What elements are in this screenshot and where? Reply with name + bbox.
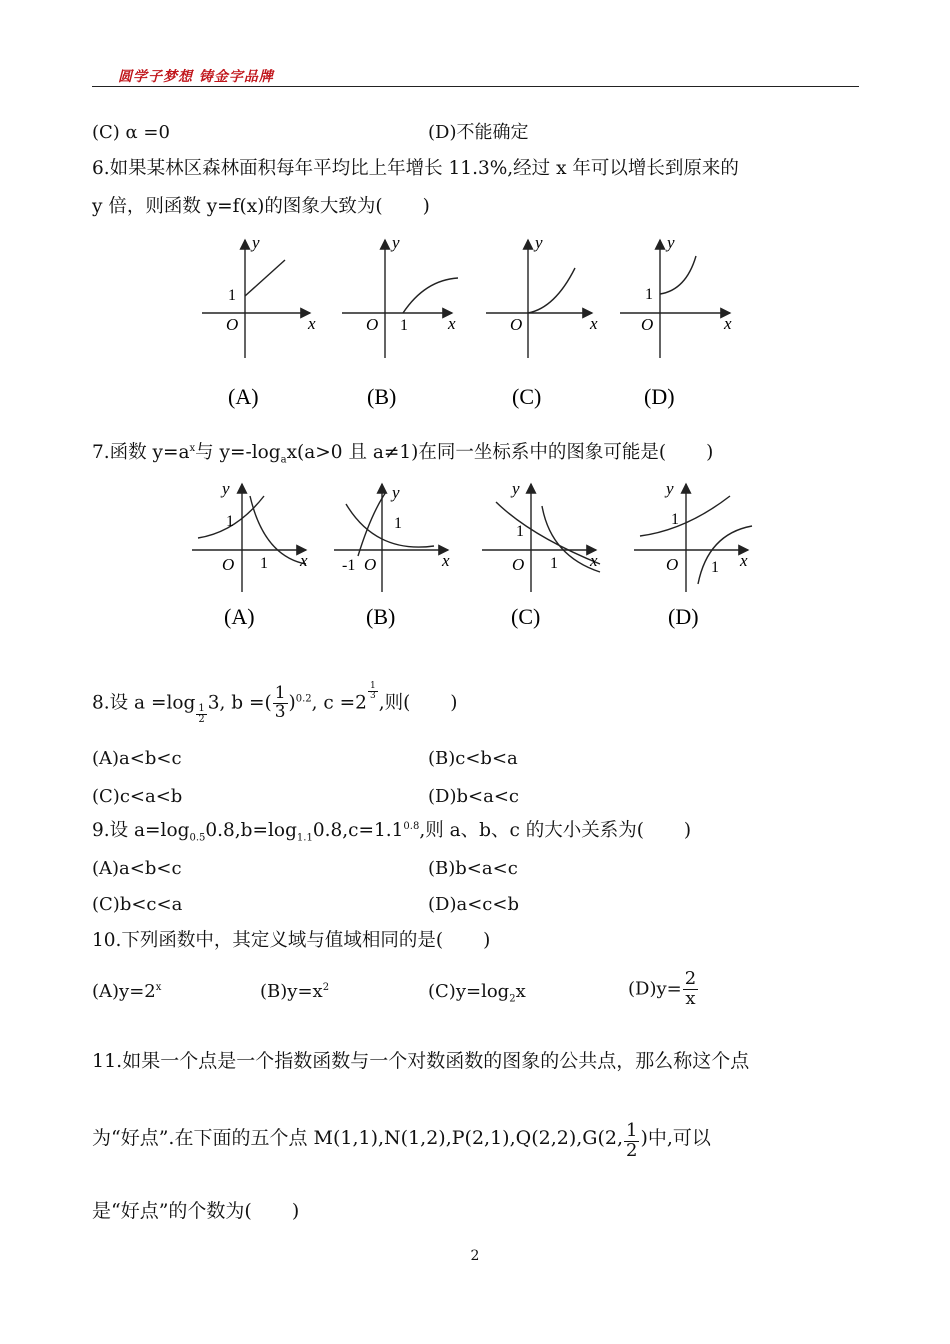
q9-close-paren: ) [683, 820, 692, 841]
q6-graph-c-x: x [590, 314, 598, 333]
q9-option-d: (D)a<c<b [428, 894, 519, 915]
q5-option-c: (C) α =0 [92, 122, 170, 143]
q9-option-b: (B)b<a<c [428, 858, 518, 879]
q6-stem-text: y 倍，则函数 y=f(x)的图象大致为( [92, 196, 383, 217]
q9-p4: ,则 a、b、c 的大小关系为( [419, 820, 644, 841]
q7-graph-b-neg-one: -1 [342, 557, 356, 574]
q9-p2: 0.8,b=log [205, 820, 297, 841]
q8-b-exponent: 0.2 [295, 693, 312, 705]
q9-option-c: (C)b<c<a [92, 894, 183, 915]
q7-graph-a-one-x: 1 [260, 555, 268, 572]
q7-graph-c-one: 1 [516, 523, 524, 540]
q7-graph-c-origin: O [512, 555, 525, 574]
q8-stem [92, 682, 458, 726]
page-number: 2 [470, 1248, 480, 1264]
q6-graph-d [620, 240, 730, 358]
q11-close-paren: ) [291, 1200, 300, 1222]
q7-graph-a [192, 484, 306, 592]
q9-exponent: 0.8 [403, 820, 420, 832]
q6-graph-a-one: 1 [228, 287, 236, 304]
q11-stem-line1: 11.如果一个点是一个指数函数与一个对数函数的图象的公共点，那么称这个点 [92, 1050, 750, 1072]
q6-graph-c [486, 240, 592, 358]
q6-graph-b-x: x [448, 314, 456, 333]
q8-option-d: (D)b<a<c [428, 786, 519, 807]
q6-graph-a-x: x [308, 314, 316, 333]
q7-graph-b [334, 484, 448, 592]
q7-graph-a-one: 1 [226, 513, 234, 530]
q6-graph-b-one: 1 [400, 317, 408, 334]
q10-stem [92, 932, 490, 951]
q8-option-a: (A)a<b<c [92, 748, 182, 769]
q7-close-paren: ) [706, 442, 714, 463]
q10-close-paren: ) [483, 930, 491, 951]
q7-graph-a-x: x [300, 551, 308, 570]
q6-graph-a [202, 240, 310, 358]
q6-graph-b-origin: O [366, 315, 379, 334]
q10-option-c: $(C)y=\log_2x$ [428, 981, 526, 1005]
q11-line2-text: 为“好点”.在下面的五个点 M(1,1),N(1,2),P(2,1),Q(2,2),G(2, [92, 1126, 623, 1149]
q8-b-close: ) [288, 692, 296, 714]
q7-graph-d [634, 484, 752, 592]
q8-close-paren: ) [450, 692, 458, 714]
q7-graph-d-one: 1 [671, 511, 679, 528]
q8-a-tail: 3, b =( [207, 692, 272, 714]
q6-graph-c-origin: O [510, 315, 523, 334]
q7-graph-b-one: 1 [394, 515, 402, 532]
q6-graph-a-y: y [252, 233, 260, 252]
q7-graph-d-one-x: 1 [711, 559, 719, 576]
q11-stem-line2 [92, 1122, 711, 1161]
q11-line3-text: 是“好点”的个数为( [92, 1200, 252, 1222]
q6-graph-a-origin: O [226, 315, 239, 334]
q7-stem-suffix: x(a>0 且 a≠1)在同一坐标系中的图象可能是( [286, 442, 667, 463]
q9-base2: 1.1 [296, 832, 313, 844]
q7-graph-a-origin: O [222, 555, 235, 574]
q10-option-d: (D)y= $\frac{2}{x}$ [628, 968, 697, 1009]
q7-stem [92, 442, 714, 466]
q7-graph-b-label: (B) [366, 604, 396, 629]
q7-graph-a-y: y [222, 479, 230, 498]
q7-graph-b-x: x [442, 551, 450, 570]
q8-stem-suffix: ,则( [378, 692, 411, 714]
q7-exponent: x [189, 442, 196, 454]
q6-graph-b [342, 240, 458, 358]
q7-graph-b-origin: O [364, 555, 377, 574]
q10-option-b: $(B)y=x^2$ [260, 981, 330, 1002]
q11-fraction: $\frac{1}{2}$ [626, 1120, 638, 1161]
q6-graph-d-origin: O [641, 315, 654, 334]
q11-stem-line3 [92, 1202, 299, 1221]
q7-stem-mid: 与 y=-log [195, 442, 281, 463]
q7-graph-d-y: y [666, 479, 674, 498]
q8-stem-prefix: 8.设 [92, 692, 129, 714]
q5-option-d: (D)不能确定 [428, 122, 529, 143]
q6-graph-d-label: (D) [644, 384, 675, 409]
q8-c-expr: , c =2 [311, 692, 367, 714]
q7-graph-c-label: (C) [511, 604, 541, 629]
q7-graph-a-label: (A) [224, 604, 255, 629]
q9-option-a: (A)a<b<c [92, 858, 182, 879]
q8-a-expr: a =log [134, 692, 196, 714]
q6-stem-line2 [92, 198, 430, 217]
q6-graph-d-x: x [724, 314, 732, 333]
q6-graphs [190, 228, 750, 418]
q6-graph-c-y: y [535, 233, 543, 252]
q6-close-paren: ) [422, 196, 430, 217]
q6-graph-b-y: y [392, 233, 400, 252]
q7-graph-c-y: y [512, 479, 520, 498]
q8-option-b: (B)c<b<a [428, 748, 518, 769]
q9-p1: 9.设 a=log [92, 820, 190, 841]
q7-graph-d-origin: O [666, 555, 679, 574]
q6-graph-a-label: (A) [228, 384, 259, 409]
q7-graph-d-label: (D) [668, 604, 699, 629]
q6-stem-line1: 6.如果某林区森林面积每年平均比上年增长 11.3%,经过 x 年可以增长到原来的 [92, 158, 739, 179]
q6-graph-d-y: y [667, 233, 675, 252]
q8-log-base-fraction: $\frac{1}{2}$ [198, 702, 205, 726]
q7-graph-c [482, 484, 600, 592]
q6-graph-c-label: (C) [512, 384, 542, 409]
q10-option-d-fraction: $\frac{2}{x}$ [684, 968, 697, 1009]
q7-log-base: a [280, 454, 287, 466]
q8-c-exponent-fraction: $\frac{1}{3}$ [369, 681, 376, 702]
q7-graph-b-y: y [392, 483, 400, 502]
q8-b-fraction: $\frac{1}{3}$ [274, 683, 286, 722]
q7-graph-c-x: x [590, 551, 598, 570]
q9-p3: 0.8,c=1.1 [312, 820, 404, 841]
q7-graph-c-one-x: 1 [550, 555, 558, 572]
q6-graph-b-label: (B) [367, 384, 397, 409]
q6-graph-d-one: 1 [645, 286, 653, 303]
q10-stem-text: 10.下列函数中，其定义域与值域相同的是( [92, 930, 444, 951]
q7-graphs [186, 474, 766, 644]
q7-graph-d-x: x [740, 551, 748, 570]
q8-option-c: (C)c<a<b [92, 786, 183, 807]
q11-line2-tail: )中,可以 [640, 1126, 711, 1149]
header-brand: 圆学子梦想 铸金字品牌 [118, 69, 274, 85]
q9-base1: 0.5 [189, 832, 206, 844]
q9-stem [92, 820, 692, 844]
q7-stem-prefix: 7.函数 y=a [92, 442, 190, 463]
q10-option-a: $(A)y=2^x$ [92, 981, 162, 1002]
header-rule [92, 86, 859, 87]
